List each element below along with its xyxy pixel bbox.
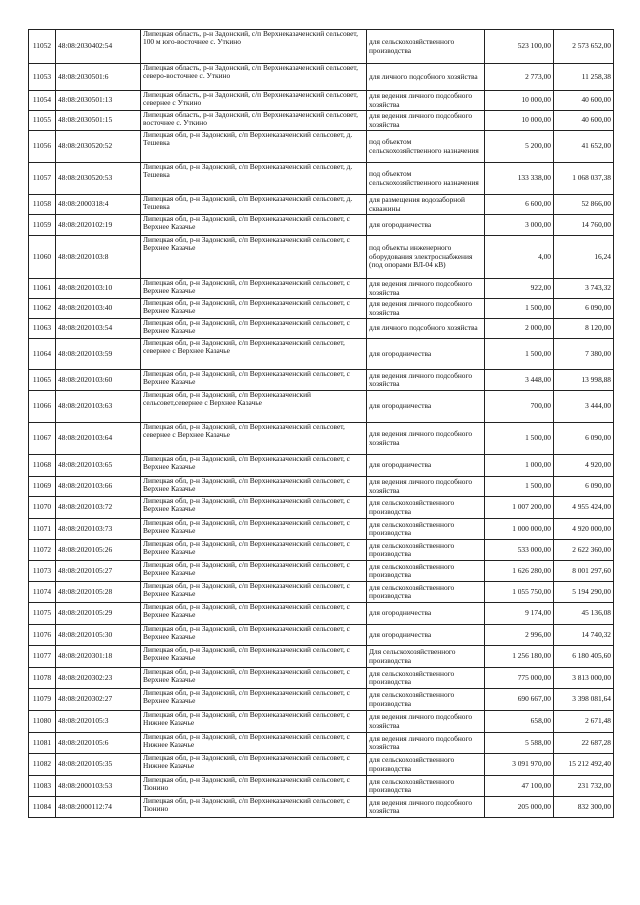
address-cell: Липецкая обл, р-н Задонский, с/п Верхнеказаченский сельсовет, с Верхнее Казачье	[141, 689, 367, 711]
land-use-cell: для сельскохозяйственного производства	[367, 561, 485, 582]
area-cell: 775 000,00	[485, 668, 554, 689]
land-use-cell: для ведения личного подсобного хозяйства	[367, 299, 485, 319]
area-cell: 1 626 280,00	[485, 561, 554, 582]
land-use-cell: для ведения личного подсобного хозяйства	[367, 91, 485, 111]
address-cell: Липецкая обл, р-н Задонский, с/п Верхнеказаченский сельсовет, с Верхнее Казачье	[141, 625, 367, 646]
area-cell: 5 200,00	[485, 131, 554, 163]
land-use-cell: для ведения личного подсобного хозяйства	[367, 279, 485, 299]
cadastral-value-cell: 41 652,00	[554, 131, 614, 163]
cadastral-number-cell: 48:08:2020105:29	[56, 603, 141, 625]
address-cell: Липецкая обл, р-н Задонский, с/п Верхнеказаченский сельсовет, с Верхнее Казачье	[141, 279, 367, 299]
land-use-cell: для ведения личного подсобного хозяйства	[367, 477, 485, 497]
table-row	[29, 477, 614, 497]
cadastral-value-cell: 16,24	[554, 236, 614, 279]
row-number-cell: 11084	[29, 797, 56, 818]
row-number-cell: 11059	[29, 215, 56, 236]
land-use-cell: для сельскохозяйственного производства	[367, 540, 485, 561]
land-use-cell: под объектом сельскохозяйственного назначения	[367, 163, 485, 195]
row-number-cell: 11063	[29, 319, 56, 339]
area-cell: 1 500,00	[485, 423, 554, 455]
address-cell: Липецкая обл, р-н Задонский, с/п Верхнеказаченский сельсовет, с Верхнее Казачье	[141, 582, 367, 603]
cadastral-value-cell: 14 740,32	[554, 625, 614, 646]
table-row	[29, 668, 614, 689]
cadastral-value-cell: 3 444,00	[554, 391, 614, 423]
row-number-cell: 11061	[29, 279, 56, 299]
address-cell: Липецкая область, р-н Задонский, с/п Верхнеказаченский сельсовет, 100 м юго-восточнее с. Уткино	[141, 30, 367, 64]
row-number-cell: 11075	[29, 603, 56, 625]
row-number-cell: 11066	[29, 391, 56, 423]
cadastral-number-cell: 48:08:2030501:15	[56, 111, 141, 131]
cadastral-number-cell: 48:08:2000318:4	[56, 195, 141, 215]
address-cell: Липецкая обл, р-н Задонский, с/п Верхнеказаченский сельсовет, севернее с Верхнее Казачье	[141, 423, 367, 455]
cadastral-number-cell: 48:08:2020105:27	[56, 561, 141, 582]
cadastral-number-cell: 48:08:2020302:23	[56, 668, 141, 689]
area-cell: 1 000,00	[485, 455, 554, 477]
table-row	[29, 540, 614, 561]
area-cell: 205 000,00	[485, 797, 554, 818]
table-row	[29, 30, 614, 64]
area-cell: 5 588,00	[485, 733, 554, 754]
table-row	[29, 754, 614, 776]
land-use-cell: для огородничества	[367, 455, 485, 477]
land-use-cell: для сельскохозяйственного производства	[367, 754, 485, 776]
cadastral-number-cell: 48:08:2020103:66	[56, 477, 141, 497]
land-use-cell: для личного подсобного хозяйства	[367, 319, 485, 339]
area-cell: 2 000,00	[485, 319, 554, 339]
area-cell: 3 091 970,00	[485, 754, 554, 776]
area-cell: 2 773,00	[485, 64, 554, 91]
cadastral-value-cell: 52 866,00	[554, 195, 614, 215]
land-use-cell: для огородничества	[367, 603, 485, 625]
table-row	[29, 497, 614, 519]
row-number-cell: 11077	[29, 646, 56, 668]
cadastral-value-cell: 4 955 424,00	[554, 497, 614, 519]
table-row	[29, 299, 614, 319]
table-row	[29, 455, 614, 477]
cadastral-value-cell: 45 136,08	[554, 603, 614, 625]
table-row	[29, 339, 614, 370]
table-row	[29, 689, 614, 711]
cadastral-number-cell: 48:08:2020105:30	[56, 625, 141, 646]
cadastral-value-cell: 2 622 360,00	[554, 540, 614, 561]
area-cell: 1 055 750,00	[485, 582, 554, 603]
area-cell: 1 500,00	[485, 477, 554, 497]
table-row	[29, 131, 614, 163]
land-use-cell: для ведения личного подсобного хозяйства	[367, 711, 485, 733]
cadastral-value-cell: 13 998,88	[554, 370, 614, 391]
cadastral-value-cell: 4 920 000,00	[554, 519, 614, 540]
address-cell: Липецкая обл, р-н Задонский, с/п Верхнеказаченский сельсовет, с Тюнино	[141, 776, 367, 797]
row-number-cell: 11056	[29, 131, 56, 163]
cadastral-number-cell: 48:08:2020302:27	[56, 689, 141, 711]
address-cell: Липецкая обл, р-н Задонский, с/п Верхнеказаченский сельсовет, с Верхнее Казачье	[141, 646, 367, 668]
land-use-cell: для сельскохозяйственного производства	[367, 668, 485, 689]
cadastral-number-cell: 48:08:2030520:53	[56, 163, 141, 195]
table-row	[29, 603, 614, 625]
row-number-cell: 11080	[29, 711, 56, 733]
row-number-cell: 11076	[29, 625, 56, 646]
address-cell: Липецкая обл, р-н Задонский, с/п Верхнеказаченский сельсовет,севернее с Верхнее Казачье	[141, 391, 367, 423]
address-cell: Липецкая обл, р-н Задонский, с/п Верхнеказаченский сельсовет, с Верхнее Казачье	[141, 236, 367, 279]
cadastral-number-cell: 48:08:2020103:59	[56, 339, 141, 370]
cadastral-value-cell: 2 573 652,00	[554, 30, 614, 64]
table-row	[29, 236, 614, 279]
cadastral-value-cell: 15 212 492,40	[554, 754, 614, 776]
table-row	[29, 91, 614, 111]
area-cell: 2 996,00	[485, 625, 554, 646]
address-cell: Липецкая обл, р-н Задонский, с/п Верхнеказаченский сельсовет, с Нижнее Казачье	[141, 754, 367, 776]
area-cell: 1 500,00	[485, 299, 554, 319]
table-row	[29, 646, 614, 668]
area-cell: 523 100,00	[485, 30, 554, 64]
land-use-cell: для ведения личного подсобного хозяйства	[367, 111, 485, 131]
land-use-cell: для сельскохозяйственного производства	[367, 689, 485, 711]
address-cell: Липецкая обл, р-н Задонский, с/п Верхнеказаченский сельсовет, с Верхнее Казачье	[141, 319, 367, 339]
land-use-cell: для огородничества	[367, 391, 485, 423]
cadastral-value-cell: 3 398 081,64	[554, 689, 614, 711]
cadastral-value-cell: 8 120,00	[554, 319, 614, 339]
row-number-cell: 11068	[29, 455, 56, 477]
address-cell: Липецкая обл, р-н Задонский, с/п Верхнеказаченский сельсовет, д. Тешевка	[141, 195, 367, 215]
address-cell: Липецкая обл, р-н Задонский, с/п Верхнеказаченский сельсовет, с Верхнее Казачье	[141, 603, 367, 625]
cadastral-number-cell: 48:08:2020103:64	[56, 423, 141, 455]
land-use-cell: для личного подсобного хозяйства	[367, 64, 485, 91]
row-number-cell: 11079	[29, 689, 56, 711]
row-number-cell: 11082	[29, 754, 56, 776]
address-cell: Липецкая обл, р-н Задонский, с/п Верхнеказаченский сельсовет, с Верхнее Казачье	[141, 668, 367, 689]
cadastral-number-cell: 48:08:2020103:63	[56, 391, 141, 423]
area-cell: 690 667,00	[485, 689, 554, 711]
area-cell: 133 338,00	[485, 163, 554, 195]
address-cell: Липецкая обл, р-н Задонский, с/п Верхнеказаченский сельсовет, с Верхнее Казачье	[141, 477, 367, 497]
address-cell: Липецкая область, р-н Задонский, с/п Верхнеказаченский сельсовет, севернее с Уткино	[141, 91, 367, 111]
table-row	[29, 64, 614, 91]
row-number-cell: 11065	[29, 370, 56, 391]
land-use-cell: под объектом сельскохозяйственного назначения	[367, 131, 485, 163]
row-number-cell: 11058	[29, 195, 56, 215]
row-number-cell: 11060	[29, 236, 56, 279]
cadastral-number-cell: 48:08:2020103:40	[56, 299, 141, 319]
area-cell: 3 000,00	[485, 215, 554, 236]
land-use-cell: для сельскохозяйственного производства	[367, 497, 485, 519]
land-use-cell: для сельскохозяйственного производства	[367, 519, 485, 540]
cadastral-value-cell: 3 813 000,00	[554, 668, 614, 689]
row-number-cell: 11064	[29, 339, 56, 370]
cadastral-value-cell: 6 180 405,60	[554, 646, 614, 668]
cadastral-number-cell: 48:08:2020103:65	[56, 455, 141, 477]
land-use-cell: для огородничества	[367, 339, 485, 370]
row-number-cell: 11078	[29, 668, 56, 689]
row-number-cell: 11074	[29, 582, 56, 603]
area-cell: 922,00	[485, 279, 554, 299]
cadastral-number-cell: 48:08:2020301:18	[56, 646, 141, 668]
table-row	[29, 625, 614, 646]
row-number-cell: 11055	[29, 111, 56, 131]
row-number-cell: 11067	[29, 423, 56, 455]
address-cell: Липецкая обл, р-н Задонский, с/п Верхнеказаченский сельсовет, с Нижнее Казачье	[141, 711, 367, 733]
address-cell: Липецкая обл, р-н Задонский, с/п Верхнеказаченский сельсовет, с Верхнее Казачье	[141, 299, 367, 319]
table-body	[29, 30, 614, 818]
cadastral-number-cell: 48:08:2020103:10	[56, 279, 141, 299]
row-number-cell: 11053	[29, 64, 56, 91]
address-cell: Липецкая обл, р-н Задонский, с/п Верхнеказаченский сельсовет, д. Тешевка	[141, 163, 367, 195]
table-row	[29, 711, 614, 733]
cadastral-value-cell: 40 600,00	[554, 91, 614, 111]
cadastral-value-cell: 8 001 297,60	[554, 561, 614, 582]
cadastral-number-cell: 48:08:2020105:35	[56, 754, 141, 776]
cadastral-value-cell: 14 760,00	[554, 215, 614, 236]
address-cell: Липецкая обл, р-н Задонский, с/п Верхнеказаченский сельсовет, с Верхнее Казачье	[141, 540, 367, 561]
address-cell: Липецкая обл, р-н Задонский, с/п Верхнеказаченский сельсовет, с Верхнее Казачье	[141, 455, 367, 477]
land-use-cell: для размещения водозаборной скважины	[367, 195, 485, 215]
table-row	[29, 561, 614, 582]
land-use-cell: для сельскохозяйственного производства	[367, 776, 485, 797]
cadastral-value-cell: 231 732,00	[554, 776, 614, 797]
cadastral-number-cell: 48:08:2020103:72	[56, 497, 141, 519]
cadastral-number-cell: 48:08:2020105:6	[56, 733, 141, 754]
table-row	[29, 733, 614, 754]
row-number-cell: 11069	[29, 477, 56, 497]
table-row	[29, 319, 614, 339]
table-row	[29, 797, 614, 818]
cadastral-value-cell: 1 068 037,38	[554, 163, 614, 195]
row-number-cell: 11052	[29, 30, 56, 64]
table-row	[29, 111, 614, 131]
area-cell: 47 100,00	[485, 776, 554, 797]
row-number-cell: 11054	[29, 91, 56, 111]
row-number-cell: 11072	[29, 540, 56, 561]
table-row	[29, 776, 614, 797]
cadastral-number-cell: 48:08:2000112:74	[56, 797, 141, 818]
address-cell: Липецкая область, р-н Задонский, с/п Верхнеказаченский сельсовет, северо-восточнее с. Уткино	[141, 64, 367, 91]
area-cell: 10 000,00	[485, 111, 554, 131]
address-cell: Липецкая обл, р-н Задонский, с/п Верхнеказаченский сельсовет, с Верхнее Казачье	[141, 497, 367, 519]
table-row	[29, 519, 614, 540]
address-cell: Липецкая область, р-н Задонский, с/п Верхнеказаченский сельсовет, восточнее с. Уткино	[141, 111, 367, 131]
area-cell: 533 000,00	[485, 540, 554, 561]
land-use-cell: для сельскохозяйственного производства	[367, 582, 485, 603]
address-cell: Липецкая обл, р-н Задонский, с/п Верхнеказаченский сельсовет, с Нижнее Казачье	[141, 733, 367, 754]
cadastral-number-cell: 48:08:2020103:54	[56, 319, 141, 339]
address-cell: Липецкая обл, р-н Задонский, с/п Верхнеказаченский сельсовет, с Верхнее Казачье	[141, 519, 367, 540]
area-cell: 9 174,00	[485, 603, 554, 625]
row-number-cell: 11083	[29, 776, 56, 797]
cadastral-value-cell: 4 920,00	[554, 455, 614, 477]
table-row	[29, 279, 614, 299]
area-cell: 3 448,00	[485, 370, 554, 391]
address-cell: Липецкая обл, р-н Задонский, с/п Верхнеказаченский сельсовет, с Верхнее Казачье	[141, 561, 367, 582]
cadastral-value-cell: 6 090,00	[554, 423, 614, 455]
cadastral-value-cell: 40 600,00	[554, 111, 614, 131]
cadastral-number-cell: 48:08:2020105:26	[56, 540, 141, 561]
land-use-cell: для ведения личного подсобного хозяйства	[367, 733, 485, 754]
cadastral-value-cell: 6 090,00	[554, 299, 614, 319]
row-number-cell: 11057	[29, 163, 56, 195]
cadastral-value-cell: 3 743,32	[554, 279, 614, 299]
cadastral-number-cell: 48:08:2020105:3	[56, 711, 141, 733]
cadastral-value-cell: 6 090,00	[554, 477, 614, 497]
cadastral-table	[28, 29, 614, 818]
area-cell: 1 500,00	[485, 339, 554, 370]
land-use-cell: Для сельскохозяйственного производства	[367, 646, 485, 668]
area-cell: 1 000 000,00	[485, 519, 554, 540]
table-row	[29, 195, 614, 215]
land-use-cell: для сельскохозяйственного производства	[367, 30, 485, 64]
cadastral-number-cell: 48:08:2030520:52	[56, 131, 141, 163]
address-cell: Липецкая обл, р-н Задонский, с/п Верхнеказаченский сельсовет, д. Тешевка	[141, 131, 367, 163]
cadastral-number-cell: 48:08:2000103:53	[56, 776, 141, 797]
table-row	[29, 391, 614, 423]
cadastral-value-cell: 7 380,00	[554, 339, 614, 370]
row-number-cell: 11071	[29, 519, 56, 540]
land-use-cell: под объекты инженерного оборудования электроснабжения (под опорами ВЛ-04 кВ)	[367, 236, 485, 279]
address-cell: Липецкая обл, р-н Задонский, с/п Верхнеказаченский сельсовет, с Верхнее Казачье	[141, 215, 367, 236]
row-number-cell: 11070	[29, 497, 56, 519]
table-row	[29, 163, 614, 195]
address-cell: Липецкая обл, р-н Задонский, с/п Верхнеказаченский сельсовет, севернее с Верхнее Казачье	[141, 339, 367, 370]
cadastral-number-cell: 48:08:2030501:13	[56, 91, 141, 111]
row-number-cell: 11073	[29, 561, 56, 582]
area-cell: 1 256 180,00	[485, 646, 554, 668]
table-row	[29, 582, 614, 603]
cadastral-number-cell: 48:08:2020105:28	[56, 582, 141, 603]
table-row	[29, 423, 614, 455]
address-cell: Липецкая обл, р-н Задонский, с/п Верхнеказаченский сельсовет, с Верхнее Казачье	[141, 370, 367, 391]
cadastral-value-cell: 2 671,48	[554, 711, 614, 733]
land-use-cell: для ведения личного подсобного хозяйства	[367, 423, 485, 455]
area-cell: 658,00	[485, 711, 554, 733]
area-cell: 700,00	[485, 391, 554, 423]
cadastral-number-cell: 48:08:2020102:19	[56, 215, 141, 236]
row-number-cell: 11062	[29, 299, 56, 319]
area-cell: 4,00	[485, 236, 554, 279]
table-row	[29, 215, 614, 236]
cadastral-number-cell: 48:08:2030402:54	[56, 30, 141, 64]
cadastral-value-cell: 22 687,28	[554, 733, 614, 754]
cadastral-value-cell: 5 194 290,00	[554, 582, 614, 603]
address-cell: Липецкая обл, р-н Задонский, с/п Верхнеказаченский сельсовет, с Тюнино	[141, 797, 367, 818]
cadastral-number-cell: 48:08:2020103:60	[56, 370, 141, 391]
table-row	[29, 370, 614, 391]
cadastral-value-cell: 11 258,38	[554, 64, 614, 91]
land-use-cell: для огородничества	[367, 625, 485, 646]
area-cell: 6 600,00	[485, 195, 554, 215]
land-use-cell: для огородничества	[367, 215, 485, 236]
area-cell: 10 000,00	[485, 91, 554, 111]
cadastral-value-cell: 832 300,00	[554, 797, 614, 818]
cadastral-number-cell: 48:08:2020103:8	[56, 236, 141, 279]
area-cell: 1 007 200,00	[485, 497, 554, 519]
land-use-cell: для ведения личного подсобного хозяйства	[367, 797, 485, 818]
land-use-cell: для ведения личного подсобного хозяйства	[367, 370, 485, 391]
cadastral-number-cell: 48:08:2030501:6	[56, 64, 141, 91]
row-number-cell: 11081	[29, 733, 56, 754]
cadastral-number-cell: 48:08:2020103:73	[56, 519, 141, 540]
